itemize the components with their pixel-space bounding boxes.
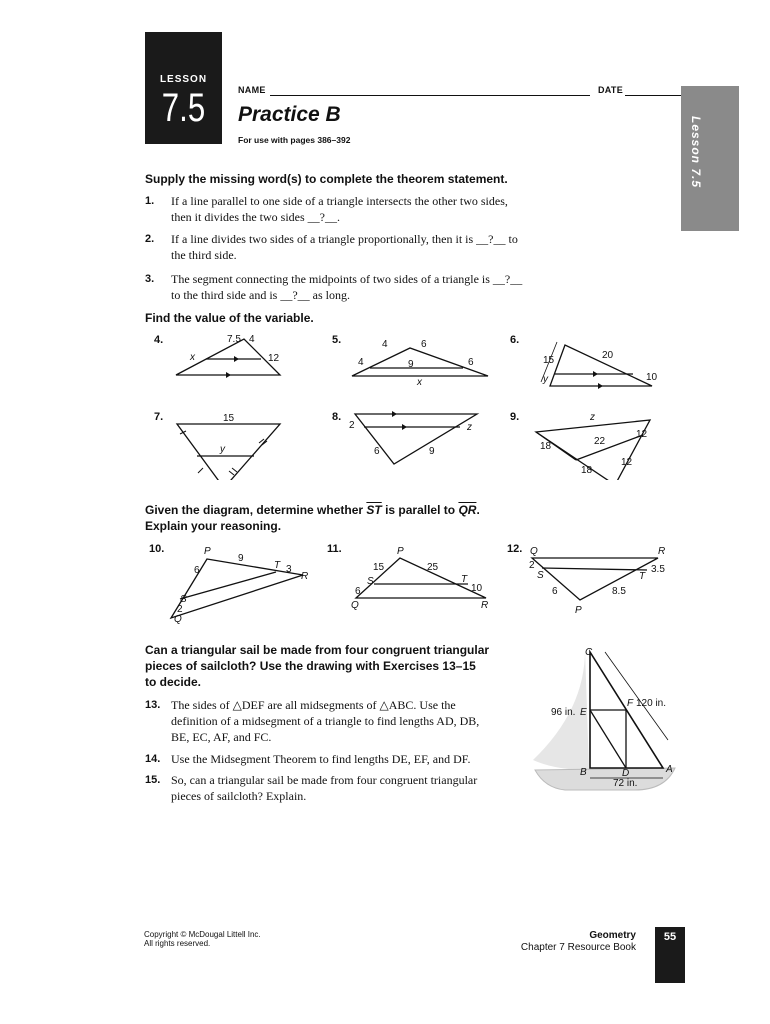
label: 12 [621, 457, 633, 468]
question-number: 1. [145, 195, 155, 207]
date-label: DATE [598, 85, 624, 95]
label: 10 [471, 583, 483, 594]
question-text: If a line parallel to one side of a triangle intersects the other two sides, [171, 194, 508, 208]
vertex-label: P [204, 546, 211, 557]
triangle-abc [590, 652, 668, 778]
vertex-label: R [301, 571, 309, 582]
label: 4 [382, 339, 388, 350]
exercise-number: 8. [332, 411, 342, 423]
variable-label: z [590, 412, 595, 423]
label: 20 [602, 350, 614, 361]
vertex-label: S [180, 594, 187, 605]
question-number: 13. [145, 699, 161, 711]
vertex-label: T [639, 571, 646, 582]
question-text: The segment connecting the midpoints of two sides of a triangle is __?__ [171, 272, 523, 286]
section1-heading: Supply the missing word(s) to complete the theorem statement. [145, 172, 508, 186]
label: 7.5 [227, 334, 241, 345]
label: 6 [194, 565, 200, 576]
copyright [144, 930, 261, 948]
triangle-figure-7 [177, 424, 280, 480]
name-field[interactable] [238, 85, 266, 95]
page-title: Practice B [238, 103, 341, 126]
name-label: NAME [238, 85, 266, 95]
label: 10 [646, 372, 658, 383]
label: 120 in. [636, 698, 667, 709]
label: 15 [223, 413, 235, 424]
label: 12 [636, 429, 648, 440]
vertex-label: E [580, 707, 587, 718]
page-number: 55 [663, 931, 677, 943]
triangle-figure-10 [171, 559, 303, 618]
section3-heading [145, 503, 480, 517]
segment-qr: $\overline{QR}$ [458, 503, 477, 517]
vertex-label: T [274, 560, 281, 571]
lesson-number: 7.5 [161, 86, 206, 130]
question-text: So, can a triangular sail be made from four congruent triangular [171, 773, 478, 787]
book-subtitle: Chapter 7 Resource Book [520, 942, 636, 953]
question-text: to the third side and is __?__ as long. [171, 288, 350, 302]
date-field[interactable] [598, 85, 623, 95]
label: 2 [349, 420, 355, 431]
heading-line: Can a triangular sail be made from four congruent triangular [145, 643, 490, 657]
vertex-label: Q [351, 600, 359, 611]
question-text: Use the Midsegment Theorem to find lengths DE, EF, and DF. [171, 752, 471, 766]
vertex-label: A [666, 764, 673, 775]
question-3 [145, 271, 565, 305]
label: 6 [421, 339, 427, 350]
exercise-number: 6. [510, 334, 520, 346]
vertex-label: R [658, 546, 666, 557]
label: 72 in. [613, 778, 638, 789]
exercise-number: 12. [507, 543, 523, 555]
vertex-label: D [622, 768, 630, 779]
section2-heading: Find the value of the variable. [145, 311, 314, 325]
label: 6 [552, 586, 558, 597]
copyright-line: Copyright © McDougal Littell Inc. [144, 930, 261, 939]
question-number: 14. [145, 753, 161, 765]
exercise-number: 11. [327, 543, 342, 555]
vertex-label: P [397, 546, 404, 557]
question-13 [145, 697, 525, 747]
label: 6 [468, 357, 474, 368]
date-underline [625, 95, 686, 96]
question-number: 3. [145, 273, 155, 285]
label: 6 [355, 586, 361, 597]
vertex-label: B [580, 767, 587, 778]
segment-st: $\overline{ST}$ [366, 503, 382, 517]
page-subtitle: For use with pages 386–392 [238, 135, 351, 145]
label: 8.5 [612, 586, 626, 597]
label: 22 [594, 436, 606, 447]
figures-4-9 [140, 330, 700, 480]
side-tab [681, 86, 739, 231]
exercise-number: 10. [149, 543, 165, 555]
vertex-label: Q [174, 614, 182, 625]
triangle-figure-9 [536, 420, 650, 480]
exercise-number: 7. [154, 411, 164, 423]
vertex-label: F [627, 698, 634, 709]
vertex-label: P [575, 605, 582, 616]
page-number-tab [655, 927, 685, 983]
label: 3 [286, 564, 292, 575]
question-text: pieces of sailcloth? Explain. [171, 789, 307, 803]
heading-line: to decide. [145, 675, 202, 689]
label: 15 [373, 562, 385, 573]
question-text: definition of a midsegment of a triangle to find lengths AD, DB, [171, 714, 480, 728]
book-title: Geometry [589, 930, 636, 941]
vertex-label: T [461, 574, 468, 585]
vertex-label: S [367, 576, 374, 587]
question-text: then it divides the two sides __?__. [171, 210, 340, 224]
vertex-label: Q [530, 546, 538, 557]
question-number: 2. [145, 233, 155, 245]
label: 9 [429, 446, 435, 457]
copyright-line: All rights reserved. [144, 939, 211, 948]
question-14 [145, 751, 525, 769]
question-text: the third side. [171, 248, 237, 262]
book-info [480, 930, 636, 954]
label: 18 [540, 441, 552, 452]
variable-label: y [220, 444, 225, 455]
heading-text: Given the diagram, determine whether [145, 503, 367, 517]
vertex-label: S [537, 570, 544, 581]
heading-line: pieces of sailcloth? Use the drawing with Exercises 13–15 [145, 659, 476, 673]
vertex-label: R [481, 600, 489, 611]
question-text: BE, EC, AF, and FC. [171, 730, 272, 744]
section4-heading [145, 642, 489, 690]
label: 4 [358, 357, 364, 368]
label: 2 [529, 560, 535, 571]
label: 96 in. [551, 707, 576, 718]
variable-label: x [190, 352, 195, 363]
figures-10-12 [140, 538, 680, 628]
exercise-number: 4. [154, 334, 164, 346]
question-2 [145, 231, 565, 265]
label: 2 [177, 604, 183, 615]
question-15 [145, 772, 525, 806]
label: 3.5 [651, 564, 665, 575]
variable-label: z [467, 422, 472, 433]
question-number: 15. [145, 774, 161, 786]
label: 25 [427, 562, 439, 573]
lesson-badge [145, 32, 222, 144]
label: 9 [238, 553, 244, 564]
variable-label: x [417, 377, 422, 388]
variable-label: y [543, 374, 548, 385]
vertex-label: C [585, 647, 593, 658]
label: 18 [581, 465, 593, 476]
section3-heading-2: Explain your reasoning. [145, 519, 282, 533]
label: 4 [249, 334, 255, 345]
side-tab-label: Lesson 7.5 [689, 116, 703, 189]
triangle-figure-6 [541, 342, 652, 389]
lesson-word: LESSON [159, 74, 208, 85]
label: 6 [374, 446, 380, 457]
exercise-number: 9. [510, 411, 520, 423]
question-1 [145, 193, 565, 227]
heading-text: is parallel to [381, 503, 459, 517]
label: 9 [408, 359, 414, 370]
label: 12 [268, 353, 280, 364]
question-text: If a line divides two sides of a triangle proportionally, then it is __?__ to [171, 232, 518, 246]
name-underline [270, 95, 590, 96]
sail-diagram [525, 640, 685, 800]
question-text: The sides of △DEF are all midsegments of △ABC. Use the [171, 698, 456, 712]
label: 15 [543, 355, 555, 366]
heading-text: . [476, 503, 480, 517]
exercise-number: 5. [332, 334, 342, 346]
